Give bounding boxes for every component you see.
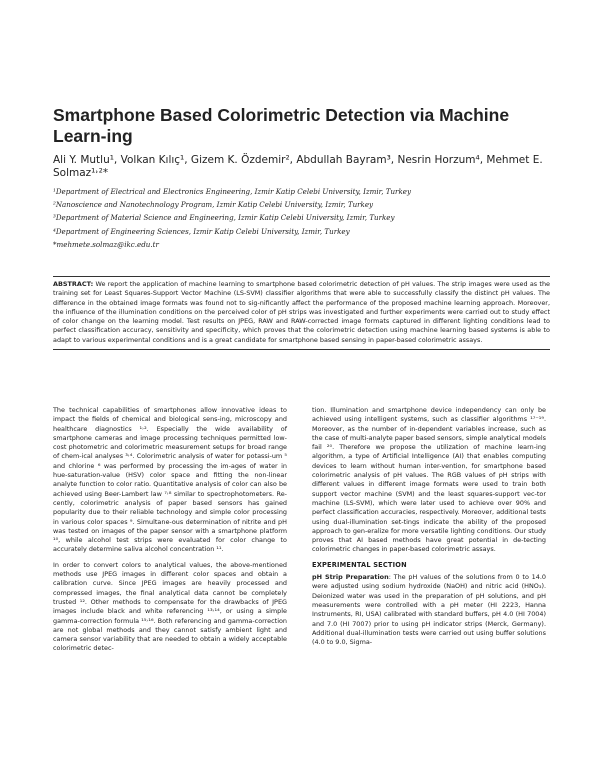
intro-paragraph-3: tion. Illumination and smartphone device independency can only be achieved using intelligent systems, such as classifier algorithms ¹⁷⁻¹⁹. Moreover, as the number of in-dependent variables increase, such as the case of multi-analyte paper based sensors, simple analytical models fail ²⁰. Therefore we propose the utilization of machine learn-ing algorithm, a type of Artificial Intelligence (AI) that enables computing devices to learn without human inter-vention, for smartphone based colorimetric analysis of pH values. The RGB values of pH strips with different values in different image formats were used to train both support vector machine (SVM) and the least squares-support vec-tor machine (LS-SVM), which were later used to achieve over 90% and perfect classification accuracies, respectively. Moreover, additional tests using dual-illumination set-tings indicate the ability of the proposed approach to gen-eralize for more versatile lighting conditions. Our study proves that AI based methods have great potential in de-tecting colorimetric changes in paper-based colorimetric assays. [312, 406, 546, 554]
intro-paragraph-1: The technical capabilities of smartphones allow innovative ideas to impact the fields of chemical and biological sens-ing, microscopy and healthcare diagnostics ¹˒². Especially the wide availability of smartphone cameras and image processing techniques permitted low-cost photometric and colorimetric measurement setups for broad range of chem-ical analyses ³˒⁴. Colorimetric analysis of water for potassi-um ⁵ and chlorine ⁶ was performed by processing the im-ages of water in hue-saturation-value (HSV) color space and fitting the non-linear analyte function to color ratio. Quantitative analysis of color can also be achieved using Beer-Lambert law ⁷˒⁸ similar to spectrophotometers. Re-cently, colorimetric analysis of paper based sensors has gained popularity due to their reliable technology and simple color processing in various color spaces ⁹. Simultane-ous determination of nitrite and pH was tested on images of the paper sensor with a smartphone platform ¹⁰, while alcohol test strips were evaluated for color change to accurately determine saliva alcohol concentration ¹¹. [53, 406, 287, 554]
author-list: Ali Y. Mutlu¹, Volkan Kılıç¹, Gizem K. Özdemir², Abdullah Bayram³, Nesrin Horzum⁴, Mehmet E. Solmaz¹˒²* [53, 154, 543, 179]
affiliation-4: ⁴Department of Engineering Sciences, Izmir Katip Celebi University, Izmir, Turkey [53, 226, 350, 236]
corresponding-email: *mehmete.solmaz@ikc.edu.tr [53, 239, 159, 249]
affiliation-list [53, 186, 553, 252]
abstract-label: ABSTRACT: [53, 280, 94, 288]
affiliation-1: ¹Department of Electrical and Electronics Engineering, Izmir Katip Celebi University, Izmir, Turkey [53, 187, 411, 196]
affiliation-3: ³Department of Material Science and Engineering, Izmir Katip Celebi University, Izmir, Turkey [53, 213, 395, 223]
paper-title: Smartphone Based Colorimetric Detection via Machine Learn-ing [53, 105, 510, 146]
abstract-box [53, 276, 550, 350]
intro-paragraph-2: In order to convert colors to analytical values, the above-mentioned methods use JPEG images in different color spaces and obtain a calibration curve. Since JPEG images are heavily processed and compressed images, the final analytical data cannot be completely trusted ¹². Other methods to compensate for the drawbacks of JPEG images include black and white referencing ¹³˒¹⁴, or using a simple gamma-correction formula ¹⁵˒¹⁶. Both referencing and gamma-correction are not global methods and they cannot satisfy ambient light and camera sensor variability that are needed to obtain a widely acceptable colorimetric detec- [53, 560, 287, 653]
experimental-paragraph [312, 573, 546, 647]
affiliation-2: ²Nanoscience and Nanotechnology Program, Izmir Katip Celebi University, Izmir, Turkey [53, 200, 374, 210]
run-in-heading-ph-strip: pH Strip Preparation [312, 573, 389, 582]
left-column [53, 406, 287, 660]
section-heading-experimental: EXPERIMENTAL SECTION [312, 560, 407, 569]
experimental-text: : The pH values of the solutions from 0 to 14.0 were adjusted using sodium hydroxide (NaOH) and nitric acid (HNO₃). Deionized water was used in the preparation of pH solutions, and pH measurements were controlled with a pH meter (HI 2223, Hanna Instruments, RI, USA) calibrated with standard buffers, pH 4.0 (HI 7004) and 7.0 (HI 7007) prior to using pH indicator strips (Merck, Germany). Additional dual-illumination tests were carried out using buffer solutions (4.0 to 9.0, Sigma- [312, 573, 547, 647]
abstract-text: We report the application of machine learning to smartphone based colorimetric detection of pH values. The strip images were used as the training set for Least Squares-Support Vector Machine (LS-SVM) classifier algorithms that were able to successfully classify the distinct pH values. The difference in the obtained image formats was found not to sig-nificantly affect the performance of the proposed machine learning approach. Moreover, the influence of the illumination conditions on the perceived color of pH strips was investigated and further experiments were carried out to study effect of color change on the learning model. Test results on JPEG, RAW and RAW-corrected image formats captured in different lighting conditions lead to perfect classification accuracy, sensitivity and specificity, which proves that the colorimetric detection using machine learning based systems is able to adapt to various experimental conditions and is a great candidate for smartphone based sensing in paper-based colorimetric assays. [53, 280, 550, 344]
right-column [312, 406, 546, 653]
